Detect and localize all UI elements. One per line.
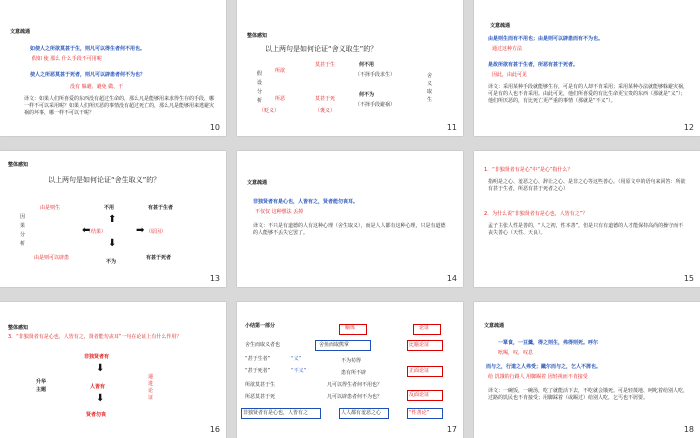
side-label: 假设分析 [257, 71, 263, 104]
slide-11[interactable] [237, 0, 463, 136]
down-arrow-icon: ⬇ [96, 363, 105, 374]
question-line: 1．“非独贤者有是心”中“是心”指什么？ [484, 167, 573, 173]
row-cell: 反面论证 [409, 392, 430, 398]
text-line: 使人之所恶莫甚于死者，则凡可以辟患者何不为也？ [30, 72, 146, 78]
up-arrow-icon: ⬆ [108, 214, 117, 225]
slide-14[interactable] [237, 151, 463, 287]
diagram-node: 由是则生 [40, 205, 61, 211]
right-arrow-icon: ➡ [136, 225, 145, 236]
text-line: 一箪食，一豆羹，得之则生，弗得则死。呼尔 [498, 340, 599, 346]
slide-18[interactable] [474, 302, 700, 438]
text-line: 是故所欲有甚于生者，所恶有甚于死者。 [488, 62, 579, 68]
question-text: 以上两句是如何论证“舍生取义”的？ [48, 176, 161, 184]
row-cell: 凡可以辟患者何不为也？ [327, 394, 383, 400]
text-line: 非独贤者有是心也，人皆有之，贤者能勿丧耳。 [253, 199, 359, 205]
slide-title: 整体感知 [8, 325, 29, 331]
slide-number: 11 [446, 123, 457, 132]
question-line: 2．为什么说“非独贤者有是心也，人皆有之”？ [484, 211, 588, 217]
row-cell: “甚于生者” [245, 356, 271, 362]
row-cell: 舍鱼而取熊掌 [319, 342, 350, 348]
question-text: 以上两句是如何论证“舍义取生”的？ [265, 45, 378, 53]
tag: 喻体 [345, 325, 356, 331]
diagram-node: 莫甚于生 [315, 62, 336, 68]
answer-text: 孟子主张人性是善的，“人之初，性本善”，但是只有有道德的人才能保持高尚的操守而不丧失善心（天性、天良）。 [488, 223, 684, 236]
slide-number: 17 [446, 425, 457, 434]
annotation-line: 吆喝，叹，叹息 [498, 350, 534, 356]
slide-number: 13 [209, 274, 220, 283]
slide-10[interactable] [0, 0, 226, 136]
diagram-node: （不择手段求生） [355, 72, 396, 78]
slide-number: 18 [683, 425, 694, 434]
diagram-node: （结果） [86, 229, 107, 235]
annotation-line: 通过这种方法 [492, 46, 523, 52]
text-line: 由是则生而有不用也；由是则可以辟患而有不为也。 [488, 36, 604, 42]
annotation-line: 没有 躲避、避免 做、干 [70, 84, 124, 90]
row-cell: 比喻论证 [409, 342, 430, 348]
slide-16[interactable] [0, 302, 226, 438]
diagram-node: 不为 [106, 259, 117, 265]
slide-title: 小结第一部分 [245, 323, 276, 329]
diagram-node: 舍义取生 [427, 73, 433, 103]
diagram-node: 有甚于死者 [146, 255, 172, 261]
diagram-node: 莫甚于死 [315, 96, 336, 102]
slide-title: 文意疏通 [490, 23, 511, 29]
down-arrow-icon: ⬇ [96, 393, 105, 404]
text-line: 而与之，行道之人弗受；蹴尔而与之，乞人不屑也。 [486, 364, 602, 370]
slide-13[interactable] [0, 151, 226, 287]
row-cell: 凡可以得生者何不用也？ [327, 382, 383, 388]
answer-text: 指明是之心、羞恶之心、辞让之心、是非之心等这些善心。（用原文中的语句来回答：所欲有甚于生者，所恶有甚于死者之心） [488, 179, 686, 192]
row-cell: 所欲莫甚于生 [245, 382, 276, 388]
slide-title: 整体感知 [8, 162, 29, 168]
row-cell: 非独贤者有是心也，人皆有之 [243, 410, 309, 416]
slide-title: 整体感知 [247, 33, 268, 39]
diagram-node: （贬义） [259, 108, 280, 114]
diagram-node: 人皆有 [90, 384, 106, 390]
slide-title: 文意疏通 [247, 180, 268, 186]
row-cell: 舍生而取义者也 [245, 342, 281, 348]
annotation-line: 给 饥饿的行路人 用脚踢着 因轻视而不肯接受 [488, 374, 588, 380]
translation-text: 译文：采用某种手段就能够生存，可是有的人却不肯采用；采用某种办法就能够躲避灾祸，可是有的人也不肯采用。由此可见，他们所喜爱的有比生命更宝贵的东西（那就是“义”）；他们所厌恶的，有比死亡更严重的事情（那就是“不义”）。 [488, 84, 689, 104]
annotation-line: 不仅仅 这种想法 丢掉 [255, 209, 304, 215]
row-cell: “义” [291, 356, 302, 362]
slide-number: 14 [446, 274, 457, 283]
diagram-node: （褒义） [315, 108, 336, 114]
annotation-line: 因此，由此可见 [492, 72, 528, 78]
down-arrow-icon: ⬇ [108, 238, 117, 249]
row-cell: “甚于死者” [245, 368, 271, 374]
side-label: 因果分析 [20, 214, 26, 247]
diagram-node: （不择手段避祸） [355, 102, 396, 108]
slide-number: 10 [209, 123, 220, 132]
row-cell: “不义” [291, 368, 307, 374]
tag: 论证 [419, 325, 430, 331]
diagram-node: 贤者勿丧 [86, 412, 107, 418]
diagram-node: 不用 [104, 205, 115, 211]
diagram-node: （原因） [146, 229, 167, 235]
left-arrow-icon: ⬅ [82, 225, 91, 236]
annotation-line: 假如 使 那么 什么手段不可用呢 [32, 56, 102, 62]
slide-15[interactable] [474, 151, 700, 287]
diagram-node: 有甚于生者 [148, 205, 174, 211]
row-cell: 不为苟得 [341, 358, 362, 364]
diagram-node: 何不为 [359, 92, 375, 98]
diagram-node: 所恶 [275, 96, 286, 102]
row-cell: 患有所不辟 [341, 370, 367, 376]
slide-17[interactable] [237, 302, 463, 438]
slide-number: 16 [209, 425, 220, 434]
slide-number: 15 [683, 274, 694, 283]
translation-text: 译文：不只是有道德的人有这种心理（舍生取义），而是人人都有这种心理，只是有道德的人能够不丢失它罢了。 [253, 223, 446, 236]
slide-12[interactable] [474, 0, 700, 136]
row-cell: 人人都有羞恶之心 [341, 410, 382, 416]
slide-title: 文意疏通 [484, 323, 505, 329]
translation-text: 译文：如果人们所喜爱的东西没有超过生命的，那么凡是能够用来求得生存的手段，哪一样不可以采用呢？如果人们所厌恶的事情没有超过死亡的，那么凡是能够用来逃避灾祸的坏事，哪一样不可以干呢？ [24, 96, 215, 116]
text-line: 如使人之所欲莫甚于生，则凡可以得生者何不用也。 [30, 46, 146, 52]
row-cell: 正面论证 [409, 368, 430, 374]
slide-title: 文意疏通 [10, 29, 31, 35]
diagram-node: 递进论证 [148, 374, 154, 401]
diagram-node: 所欲 [275, 68, 286, 74]
row-cell: 所恶莫甚于死 [245, 394, 276, 400]
translation-text: 译文：一碗饭，一碗汤，吃了就能活下去，不吃就会饿死。可是轻蔑地、呵叱着给别人吃，过路的饥民也不肯接受；用脚踩着（或踢过）给别人吃，乞丐也不屑要。 [488, 388, 689, 401]
side-label: 升华主题 [36, 379, 47, 393]
diagram-node: 非独贤者有 [84, 354, 110, 360]
diagram-node: 由是则可以辟患 [34, 255, 70, 261]
diagram-node: 何不用 [359, 62, 375, 68]
question-text: 3．“非独贤者有是心也，人皆有之，贤者能勿丧耳”一句在论证上有什么作用？ [8, 334, 182, 340]
row-cell: “性善论” [409, 410, 430, 416]
slide-number: 12 [683, 123, 694, 132]
